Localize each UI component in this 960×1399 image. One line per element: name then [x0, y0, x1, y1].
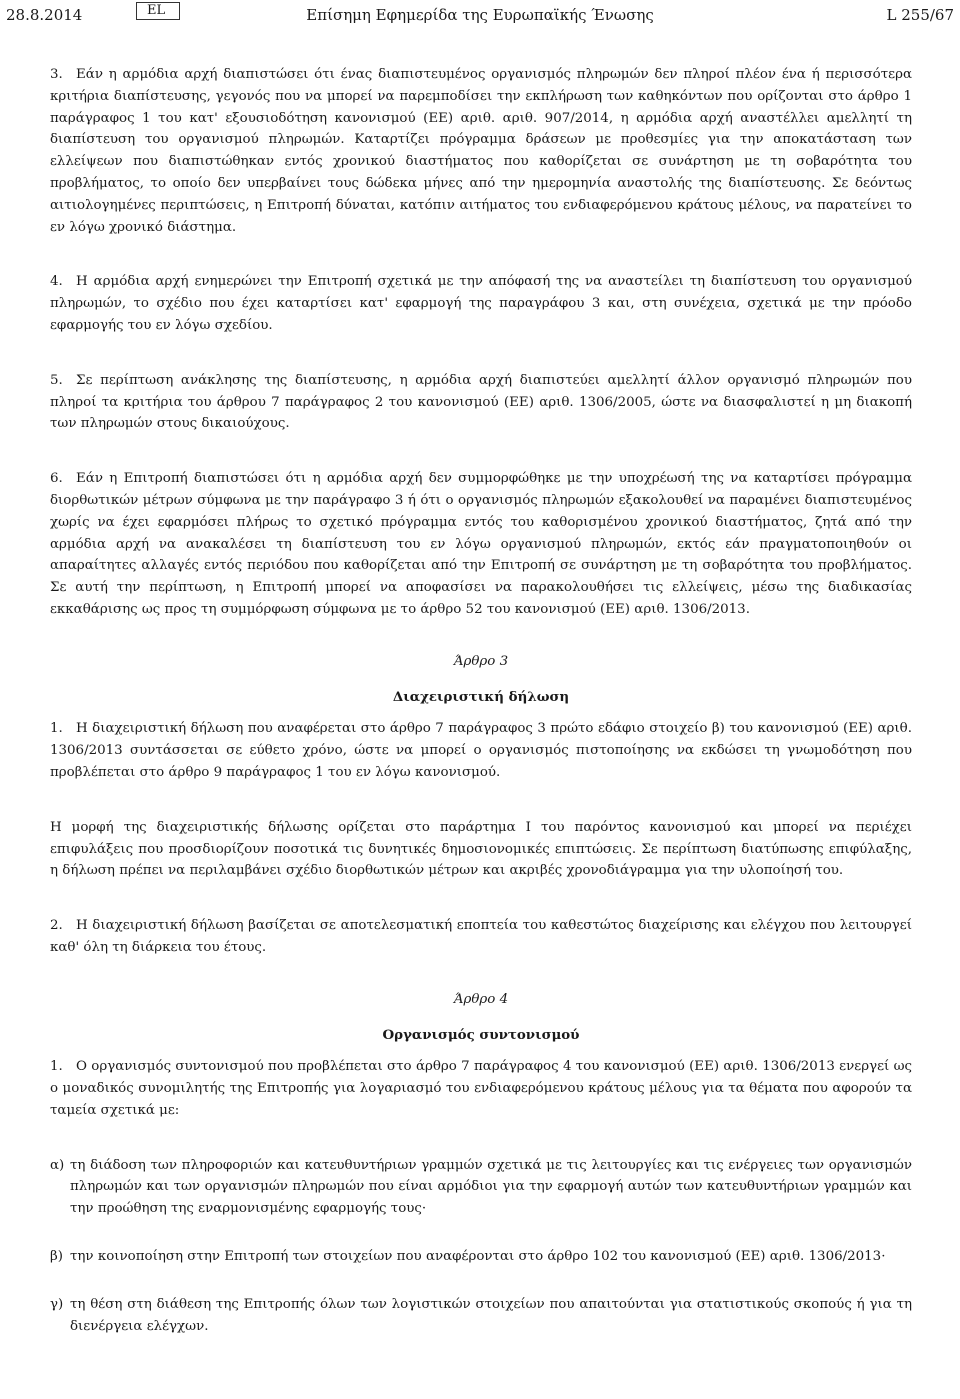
article-3-title: Διαχειριστική δήλωση	[392, 688, 570, 705]
paragraph-text: Η αρμόδια αρχή ενημερώνει την Επιτροπή σχετικά με την απόφασή της να αναστείλει τη διαπίστευση του οργανισμού πληρωμών, το σχέδιο που έχει καταρτίσει κατ' εφαρμογή της παραγράφου 3 και, στη συνέχεια, σχετικά με την πρόοδο εφαρμογής του εν λόγω σχεδίου.	[50, 274, 912, 333]
journal-title: Επίσημη Εφημερίδα της Ευρωπαϊκής Ένωσης	[306, 6, 654, 24]
list-label: β)	[50, 1249, 63, 1265]
paragraph-text: Εάν η αρμόδια αρχή διαπιστώσει ότι ένας διαπιστευμένος οργανισμός πληρωμών δεν πληροί πλέον ένα ή περισσότερα κριτήρια διαπίστευσης, γεγονός που να μπορεί να παρεμποδίσει την εκπλήρωση των καθηκόντων που ορίζονται στο άρθρο 1 παράγραφος 1 του κατ' εξουσιοδότηση κανονισμού (ΕΕ) αριθ. αριθ. 907/2014, η αρμόδια αρχή αναστέλλει αμελλητί τη διαπίστευση του οργανισμού πληρωμών. Καταρτίζει πρόγραμμα δράσεων με προθεσμίες για την αποκατάσταση των ελλείψεων που διαπιστώθηκαν εντός χρονικού διαστήματος που καθορίζεται σε συνάρτηση με τη σοβαρότητα του προβλήματος, το οποίο δεν υπερβαίνει τους δώδεκα μήνες από την ημερομηνία αναστολής της διαπίστευσης. Σε δεόντως αιτιολογημένες περιπτώσεις, η Επιτροπή δύναται, κατόπιν αιτήματος του ενδιαφερόμενου κράτους μέλους, να παρατείνει το εν λόγω χρονικό διάστημα.	[50, 67, 912, 235]
document-body	[50, 64, 912, 1363]
page-reference: L 255/67	[886, 6, 954, 24]
article-3-paragraph-1	[50, 718, 912, 783]
list-label: γ)	[50, 1296, 64, 1312]
list-text: τη διάδοση των πληροφοριών και κατευθυντήριων γραμμών σχετικά με τις λειτουργίες και τις ενέργειες των οργανισμών πληρωμών και των οργανισμών πληρωμών που είναι αρμόδιοι για την εφαρμογή αυτών των κατευθυντήριων γραμμών και την προώθηση της εναρμονισμένης εφαρμογής τους·	[70, 1157, 912, 1217]
article-4-paragraph-1	[50, 1056, 912, 1121]
paragraph-text: Εάν η Επιτροπή διαπιστώσει ότι η αρμόδια αρχή δεν συμμορφώθηκε με την υποχρέωσή της να καταρτίσει πρόγραμμα διορθωτικών μέτρων σύμφωνα με την παράγραφο 3 ή ότι ο οργανισμός πληρωμών εξακολουθεί να παραμένει διαπιστευμένος χωρίς να έχει εφαρμόσει πλήρως το σχετικό πρόγραμμα εντός του καθορισμένου χρονικού διαστήματος, ζητά από την αρμόδια αρχή να ανακαλέσει τη διαπίστευση του εν λόγω οργανισμού πληρωμών, εκτός εάν πραγματοποιηθούν οι απαραίτητες αλλαγές εντός περιόδου που καθορίζεται από την Επιτροπή σε συνάρτηση με τη σοβαρότητα του προβλήματος. Σε αυτή την περίπτωση, η Επιτροπή μπορεί να αποφασίσει να παρακολουθήσει τις ελλείψεις, μέσω της διαδικασίας εκκαθάρισης ως προς τη συμμόρφωση σύμφωνα με το άρθρο 52 του κανονισμού (ΕΕ) αριθ. 1306/2013.	[50, 471, 912, 617]
paragraph-number: 6.	[50, 471, 63, 487]
paragraph-number: 5.	[50, 372, 63, 388]
list-item-b	[50, 1246, 912, 1268]
paragraph-number: 1.	[50, 1059, 63, 1075]
paragraph-number: 3.	[50, 67, 63, 82]
list-text: την κοινοποίηση στην Επιτροπή των στοιχείων που αναφέρονται στο άρθρο 102 του κανονισμού (ΕΕ) αριθ. 1306/2013·	[70, 1249, 886, 1265]
paragraph-text: Σε περίπτωση ανάκλησης της διαπίστευσης, η αρμόδια αρχή διαπιστεύει αμελλητί άλλον οργανισμό πληρωμών που πληροί τα κριτήρια του άρθρου 7 παράγραφος 2 του κανονισμού (ΕΕ) αριθ. 1306/2005, ώστε να διασφαλιστεί η μη διακοπή των πληρωμών στους δικαιούχους.	[50, 372, 912, 432]
paragraph-number: 4.	[50, 274, 63, 290]
paragraph-6	[50, 468, 912, 621]
paragraph-text: Η διαχειριστική δήλωση βασίζεται σε αποτελεσματική εποπτεία του καθεστώτος διαχείρισης και ελέγχου που λειτουργεί καθ' όλη τη διάρκεια του έτους.	[50, 918, 912, 955]
article-4-title: Οργανισμός συντονισμού	[382, 1026, 580, 1043]
paragraph-text: Ο οργανισμός συντονισμού που προβλέπεται στο άρθρο 7 παράγραφος 4 του κανονισμού (ΕΕ) αριθ. 1306/2013 ενεργεί ως ο μοναδικός συνομιλητής της Επιτροπής για λογαριασμό του ενδιαφερόμενου κράτους μέλους για τα θέματα που αφορούν τα ταμεία σχετικά με:	[50, 1059, 912, 1118]
paragraph-5	[50, 370, 912, 435]
list-item-c	[50, 1294, 912, 1338]
language-badge: EL	[136, 2, 180, 20]
paragraph-3	[50, 64, 912, 238]
paragraph-number: 1.	[50, 721, 63, 737]
paragraph-4	[50, 271, 912, 336]
article-3-number: Άρθρο 3	[453, 653, 509, 669]
article-3-paragraph-1-sub: Η μορφή της διαχειριστικής δήλωσης ορίζεται στο παράρτημα I του παρόντος κανονισμού και μπορεί να περιέχει επιφυλάξεις που προσδιορίζουν ποσοτικά τις δυνητικές δημοσιονομικές επιπτώσεις. Σε περίπτωση διατύπωσης επιφύλαξης, η δήλωση πρέπει να περιλαμβάνει σχέδιο διορθωτικών μέτρων και ακριβές χρονοδιάγραμμα για την υλοποίησή του.	[50, 819, 912, 879]
article-4-number: Άρθρο 4	[453, 991, 509, 1007]
paragraph-number: 2.	[50, 918, 63, 934]
list-item-a	[50, 1155, 912, 1220]
paragraph-text: Η διαχειριστική δήλωση που αναφέρεται στο άρθρο 7 παράγραφος 3 πρώτο εδάφιο στοιχείο β) του κανονισμού (ΕΕ) αριθ. 1306/2013 συντάσσεται σε εύθετο χρόνο, ώστε να μπορεί ο οργανισμός πιστοποίησης να εκδώσει τη γνωμοδότηση που προβλέπεται στο άρθρο 9 παράγραφος 1 του εν λόγω κανονισμού.	[50, 721, 912, 780]
list-label: α)	[50, 1157, 65, 1173]
article-3-paragraph-2	[50, 915, 912, 959]
page-header	[0, 0, 960, 34]
publication-date: 28.8.2014	[6, 6, 83, 24]
list-text: τη θέση στη διάθεση της Επιτροπής όλων των λογιστικών στοιχείων που απαιτούνται για στατιστικούς σκοπούς ή για τη διενέργεια ελέγχων.	[70, 1296, 912, 1334]
